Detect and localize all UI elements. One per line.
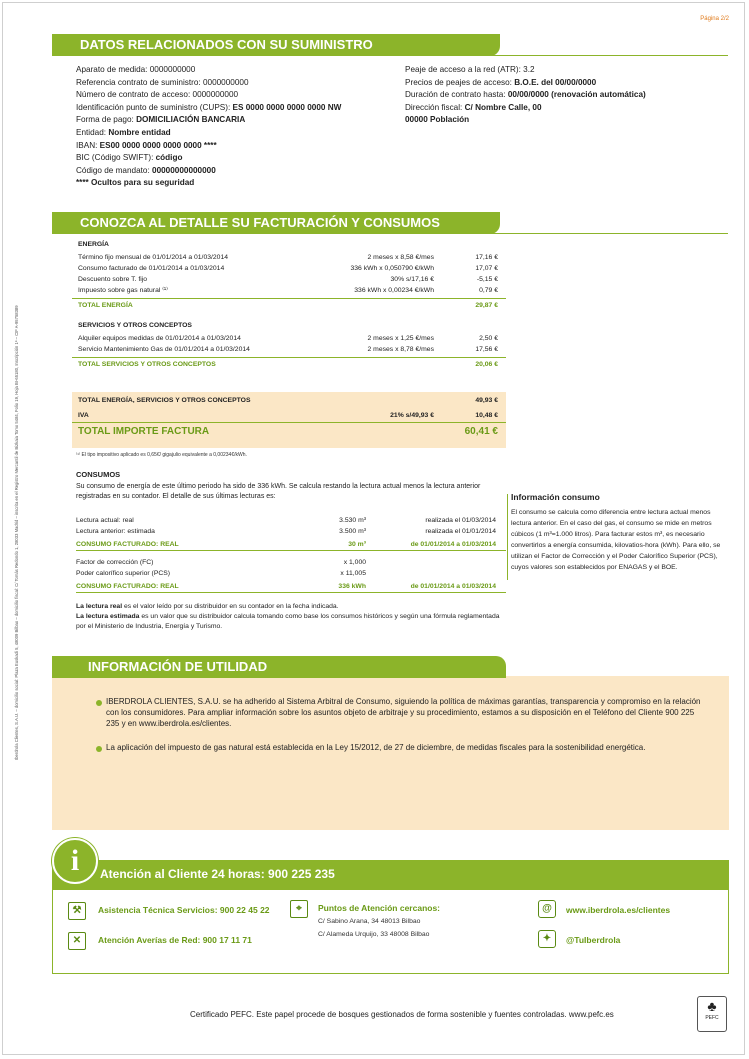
supply-data-label: Dirección fiscal: <box>405 102 465 112</box>
tower-icon: ✕ <box>68 932 86 950</box>
website-link[interactable]: www.iberdrola.es/clientes <box>566 905 671 915</box>
section-title-facturacion: CONOZCA AL DETALLE SU FACTURACIÓN Y CONSUMOS <box>52 212 500 234</box>
supply-data-label: Código de mandato: <box>76 165 153 175</box>
supply-data-label: Duración de contrato hasta: <box>405 90 508 100</box>
reading-label: Lectura anterior: estimada <box>76 528 155 535</box>
supply-data-label: Forma de pago: <box>76 115 137 125</box>
billing-calc: 2 meses x 8,58 €/mes <box>367 254 434 261</box>
supply-data-value: código <box>155 153 183 163</box>
billing-line <box>72 344 506 355</box>
billing-calc: 336 kWh x 0,050790 €/kWh <box>350 265 434 272</box>
expl-real-bold: La lectura real <box>76 603 123 610</box>
billing-amount: -5,15 € <box>476 276 498 283</box>
billing-line <box>72 274 506 285</box>
supply-data-value: B.O.E. del 00/00/0000 <box>514 77 597 87</box>
billing-calc: 30% s/17,16 € <box>390 276 434 283</box>
supply-data-value: 00000000000000 <box>152 165 216 175</box>
supply-data-row <box>405 102 725 115</box>
reading-current <box>76 516 506 526</box>
pefc-logo <box>697 996 727 1032</box>
supply-data-row <box>76 114 396 127</box>
total-importe-label: TOTAL IMPORTE FACTURA <box>78 426 210 437</box>
expl-real: es el valor leído por su distribuidor en su contador en la fecha indicada. <box>122 603 339 610</box>
bullet-icon <box>96 746 102 752</box>
supply-data-value: ES00 0000 0000 0000 0000 **** <box>99 140 217 150</box>
supply-data-row <box>405 114 725 127</box>
supply-data-label: Peaje de acceso a la red (ATR): <box>405 65 524 74</box>
supply-data-label: Precios de peajes de acceso: <box>405 77 515 87</box>
supply-data-label: IBAN: <box>76 140 100 150</box>
section-divider <box>52 55 728 56</box>
iva-calc: 21% s/49,93 € <box>390 412 434 419</box>
utility-paragraph-2: La aplicación del impuesto de gas natural está establecida en la Ley 15/2012, de 27 de diciembre, de medidas fiscales para la sostenibilidad energética. <box>106 743 646 752</box>
supply-data-value: Nombre entidad <box>108 127 171 137</box>
energia-heading: ENERGÍA <box>78 241 109 248</box>
customer-service-phone: Atención al Cliente 24 horas: 900 225 235 <box>100 867 335 881</box>
correction-factor <box>76 558 506 568</box>
total-energia-amount: 29,87 € <box>475 302 498 309</box>
supply-data-label: Referencia contrato de suministro: <box>76 77 203 87</box>
supply-data-label: BIC (Código SWIFT): <box>76 153 156 163</box>
consumption-label: CONSUMO FACTURADO: REAL <box>76 583 179 590</box>
supply-data-value: DOMICILIACIÓN BANCARIA <box>136 115 246 125</box>
map-icon: ⌖ <box>290 900 308 918</box>
reading-previous <box>76 527 506 537</box>
supply-data-row <box>76 127 396 140</box>
billing-concept: Consumo facturado de 01/01/2014 a 01/03/2014 <box>78 265 225 272</box>
pefc-certification-text: Certificado PEFC. Este papel procede de bosques gestionados de forma sostenible y fuentes controladas. www.pefc.es <box>190 1010 614 1019</box>
total-energia-label: TOTAL ENERGÍA <box>78 302 133 309</box>
supply-data-value: 3.2 <box>523 65 535 74</box>
factor-label: Factor de corrección (FC) <box>76 559 154 566</box>
billing-amount: 17,16 € <box>475 254 498 261</box>
consumption-period: de 01/01/2014 a 01/03/2014 <box>410 583 496 590</box>
billing-concept: Alquiler equipos medidas de 01/01/2014 a 01/03/2014 <box>78 335 241 342</box>
supply-data-value: 0000000000 <box>192 90 239 100</box>
billing-calc: 336 kWh x 0,00234 €/kWh <box>354 287 434 294</box>
billing-calc: 2 meses x 1,25 €/mes <box>367 335 434 342</box>
supply-data-left <box>76 64 396 190</box>
contact-panel <box>52 834 729 974</box>
service-point-2: C/ Alameda Urquijo, 33 48008 Bilbao <box>318 931 430 938</box>
supply-data-row <box>76 102 396 115</box>
reading-label: Lectura actual: real <box>76 517 134 524</box>
consumption-value: 30 m³ <box>348 541 366 548</box>
section-divider <box>52 233 728 234</box>
reading-date: realizada el 01/03/2014 <box>425 517 496 524</box>
info-consumo-text: El consumo se calcula como diferencia entre lectura actual menos lectura anterior. En el caso del gas, el consumo se mide en metros cúbicos (1 m³=1.000 litros). Para facturar estos m³, es necesario convertirlos a energía consumida, kilovatios-hora (kWh). Para ello, se utilizan el Factor de Corrección y el Poder Calorífico Superior (PCS), cuyos valores son establecidos por ENAGAS y el BOE. <box>511 509 721 571</box>
reading-value: 3.530 m³ <box>339 517 366 524</box>
total-servicios-amount: 20,06 € <box>475 361 498 368</box>
info-consumo-box <box>511 492 725 573</box>
supply-data-label: Número de contrato de acceso: <box>76 90 193 100</box>
billing-concept: Servicio Mantenimiento Gas de 01/01/2014 a 01/03/2014 <box>78 346 250 353</box>
total-importe-row <box>72 422 506 441</box>
expl-estimated-bold: La lectura estimada <box>76 613 140 620</box>
consumption-value: 336 kWh <box>338 583 366 590</box>
info-consumo-title: Información consumo <box>511 492 600 502</box>
supply-data-label: Aparato de medida: <box>76 65 150 74</box>
utility-paragraph-1: IBERDROLA CLIENTES, S.A.U. se ha adherido al Sistema Arbitral de Consumo, siguiendo la política de máximas garantías, transparencia y compromiso en la relación con los consumidores. Para ampliar información sobre los asuntos objeto de arbitraje y su procedimiento, estamos a su disposición en el Teléfono del Cliente 900 225 235 y en www.iberdrola.es/clientes. <box>106 697 701 728</box>
supply-data-row <box>405 89 725 102</box>
billing-amount: 0,79 € <box>479 287 498 294</box>
billing-line <box>72 285 506 296</box>
factor-label: Poder calorífico superior (PCS) <box>76 570 171 577</box>
twitter-link[interactable]: @TuIberdrola <box>566 935 621 945</box>
billing-calc: 2 meses x 8,78 €/mes <box>367 346 434 353</box>
supply-data-value: 0000000000 <box>149 65 196 74</box>
total-servicios-label: TOTAL SERVICIOS Y OTROS CONCEPTOS <box>78 361 216 368</box>
billing-line <box>72 333 506 344</box>
supply-data-row <box>76 77 396 90</box>
info-icon: i <box>52 838 98 884</box>
supply-data-value: **** Ocultos para su seguridad <box>76 178 195 188</box>
total-servicios-row <box>72 357 506 372</box>
expl-estimated: es un valor que su distribuidor calcula tomando como base los consumos históricos y según una fórmula reglamentada por el Ministerio de Industria, Energía y Turismo. <box>76 613 500 630</box>
supply-data-row <box>76 152 396 165</box>
supply-data-value: C/ Nombre Calle, 00 <box>464 102 542 112</box>
pefc-label: PEFC <box>705 1015 719 1021</box>
consumption-kwh <box>76 582 506 593</box>
reading-date: realizada el 01/01/2014 <box>425 528 496 535</box>
billing-amount: 17,07 € <box>475 265 498 272</box>
consumos-intro: Su consumo de energía de este último periodo ha sido de 336 kWh. Se calcula restando la lectura actual menos la lectura anterior registradas en su contador. El detalle de sus últimas lecturas es: <box>76 483 481 500</box>
supply-data-row <box>405 77 725 90</box>
supply-data-value: ES 0000 0000 0000 0000 NW <box>232 102 342 112</box>
tax-footnote: ⁽¹⁾ El tipo impositivo aplicado es 0,65€/ gigajulio equivalente a 0,00234€/kWh. <box>76 452 247 458</box>
page-number: Página 2/2 <box>700 16 729 22</box>
factor-value: x 1,000 <box>343 559 366 566</box>
bullet-icon <box>96 700 102 706</box>
wrench-icon: ⚒ <box>68 902 86 920</box>
billing-amount: 17,56 € <box>475 346 498 353</box>
supply-data-row <box>76 177 396 190</box>
billing-concept: Descuento sobre T. fijo <box>78 276 148 283</box>
supply-data-right <box>405 64 725 127</box>
servicios-heading: SERVICIOS Y OTROS CONCEPTOS <box>78 322 192 329</box>
billing-concept: Impuesto sobre gas natural ⁽¹⁾ <box>78 287 168 294</box>
info-divider <box>507 494 508 580</box>
consumos-title: CONSUMOS <box>76 470 121 479</box>
invoice-summary <box>72 392 506 448</box>
billing-line <box>72 252 506 263</box>
network-faults[interactable]: Atención Averías de Red: 900 17 11 71 <box>98 935 252 945</box>
calorific-power <box>76 569 506 579</box>
supply-data-row <box>76 89 396 102</box>
service-point-1: C/ Sabino Arana, 34 48013 Bilbao <box>318 918 421 925</box>
tree-icon: ♣ <box>707 998 717 1014</box>
section-title-utilidad: INFORMACIÓN DE UTILIDAD <box>52 656 506 678</box>
technical-assistance[interactable]: Asistencia Técnica Servicios: 900 22 45 22 <box>98 905 270 915</box>
billing-table <box>72 238 506 372</box>
supply-data-row <box>405 64 725 77</box>
billing-concept: Término fijo mensual de 01/01/2014 a 01/03/2014 <box>78 254 229 261</box>
billing-line <box>72 263 506 274</box>
iva-amount: 10,48 € <box>475 412 498 419</box>
consumption-label: CONSUMO FACTURADO: REAL <box>76 541 179 548</box>
iva-row <box>72 409 506 422</box>
readings-explanation <box>76 602 506 632</box>
total-all-row <box>72 394 506 407</box>
billing-amount: 2,50 € <box>479 335 498 342</box>
service-points-title: Puntos de Atención cercanos: <box>318 903 441 913</box>
supply-data-value: 0000000000 <box>202 77 249 87</box>
supply-data-label: Identificación punto de suministro (CUPS): <box>76 102 233 112</box>
supply-data-row <box>76 165 396 178</box>
supply-data-value: 00/00/0000 (renovación automática) <box>507 90 646 100</box>
supply-data-row <box>76 64 396 77</box>
supply-data-label: Entidad: <box>76 127 109 137</box>
total-energia-row <box>72 298 506 313</box>
factor-value: x 11,005 <box>340 570 366 577</box>
section-title-suministro: DATOS RELACIONADOS CON SU SUMINISTRO <box>52 34 500 56</box>
consumption-m3 <box>76 540 506 551</box>
reading-value: 3.500 m³ <box>339 528 366 535</box>
supply-data-value: 00000 Población <box>405 115 470 125</box>
total-all-label: TOTAL ENERGÍA, SERVICIOS Y OTROS CONCEPTOS <box>78 397 251 404</box>
total-importe-amount: 60,41 € <box>464 426 498 437</box>
supply-data-row <box>76 140 396 153</box>
at-icon: @ <box>538 900 556 918</box>
consumption-period: de 01/01/2014 a 01/03/2014 <box>410 541 496 548</box>
twitter-icon: ✦ <box>538 930 556 948</box>
iva-label: IVA <box>78 412 89 419</box>
total-all-amount: 49,93 € <box>475 397 498 404</box>
vertical-legal-text: Iberdrola Clientes, S.A.U. – domicilio social: Plaza Euskadi 5, 48009 Bilbao – domicilio fiscal: C/ Tomás Redondo 1, 28033 Madrid – inscrita en el Registro Mercantil de Bizkaia Tomo 5484, Folio 19, Hoja BI-65180, Inscripción 1ª – CIF A-95758389 <box>14 305 19 760</box>
